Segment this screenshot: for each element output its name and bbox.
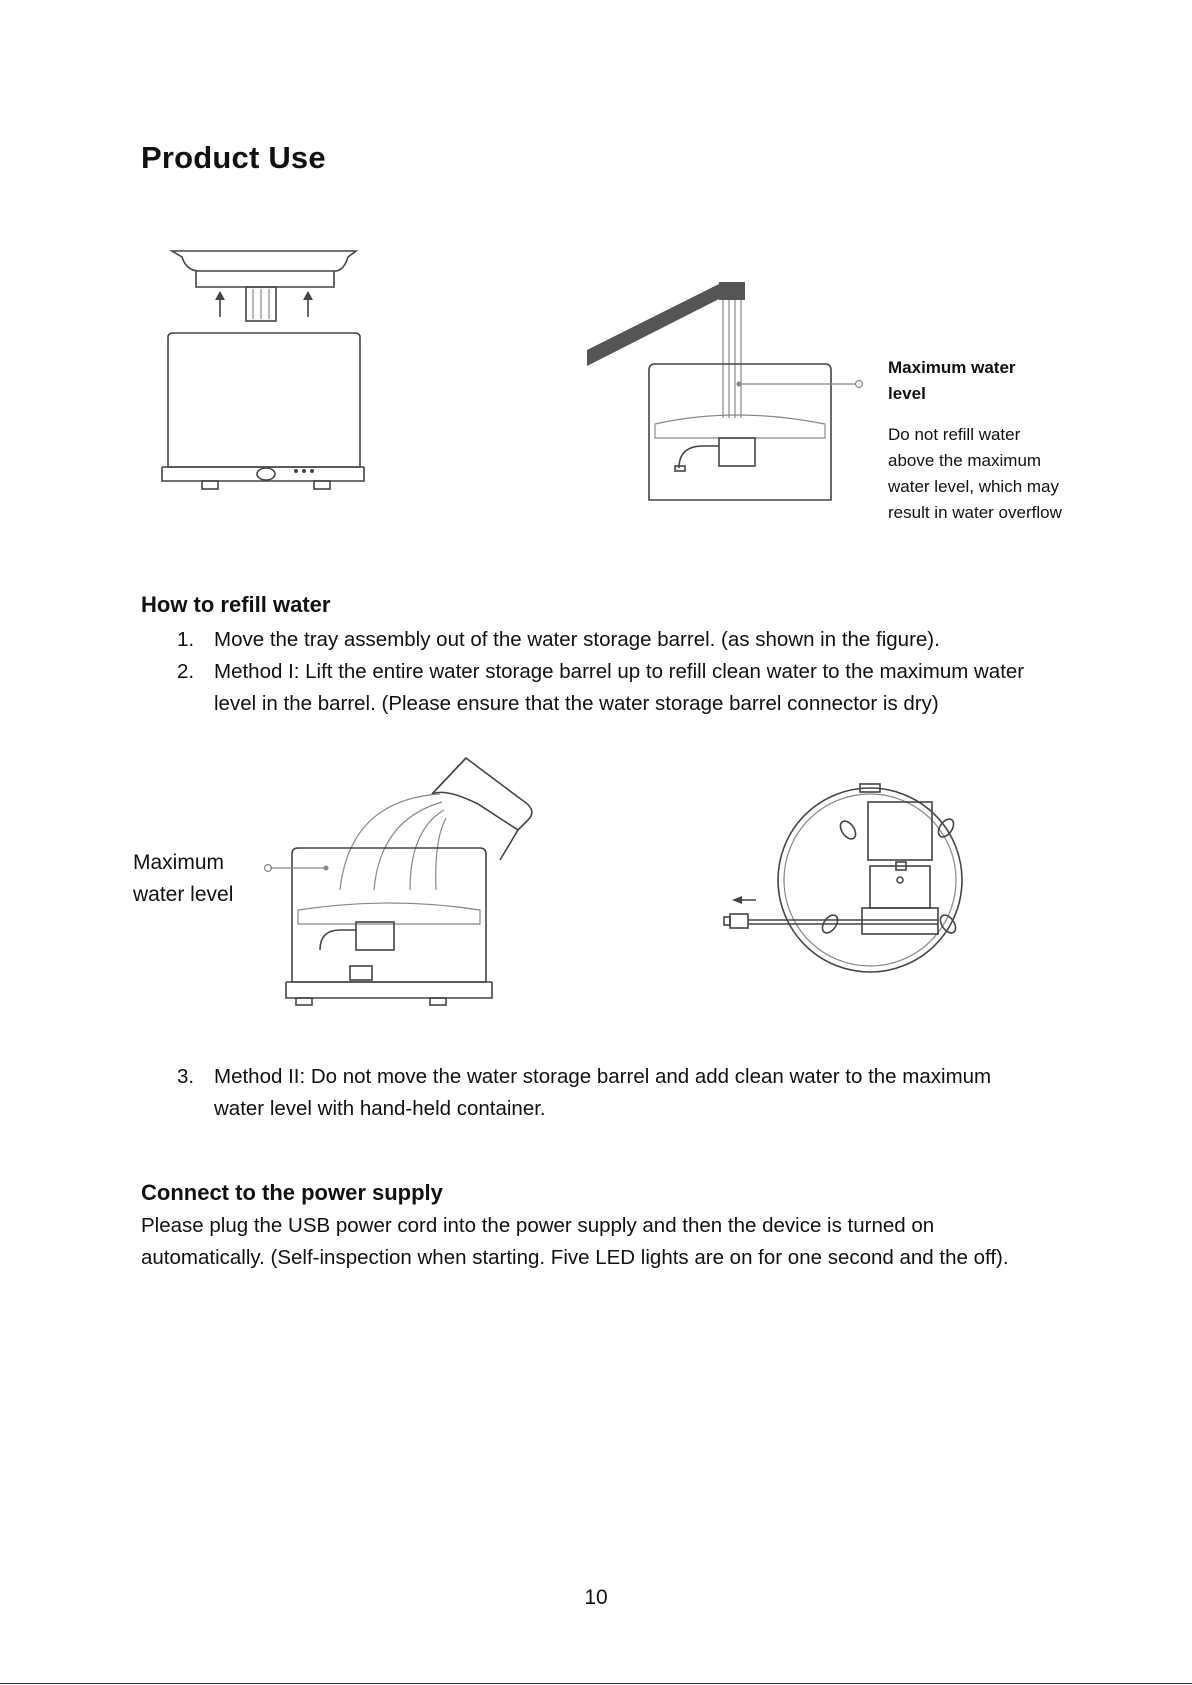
list-item-number: 1. (177, 628, 195, 651)
bottom-view-usb-illustration (720, 780, 1000, 980)
pouring-refill-illustration (260, 750, 600, 1010)
list-item-number: 2. (177, 660, 195, 683)
power-heading: Connect to the power supply (141, 1180, 443, 1205)
page-title: Product Use (141, 140, 326, 175)
page-bottom-rule (0, 1683, 1192, 1684)
faucet-refill-illustration (585, 278, 885, 503)
max-water-level-label: Maximum water level (133, 851, 234, 906)
power-paragraph: Please plug the USB power cord into the power supply and then the device is turned on automatically. (Self-inspection when starting. Five LED lights are on for one second and the off). (141, 1214, 1009, 1269)
refill-heading: How to refill water (141, 592, 331, 617)
tray-removal-illustration (158, 245, 368, 500)
list-item-text: Method I: Lift the entire water storage barrel up to refill clean water to the maximum water level in the barrel. (Please ensure that the water storage barrel connector is dry) (214, 660, 1025, 715)
list-item-number: 3. (177, 1065, 195, 1088)
max-water-level-note-title: Maximum water level (888, 358, 1016, 403)
list-item-text: Method II: Do not move the water storage barrel and add clean water to the maximum water level with hand-held container. (214, 1065, 992, 1120)
list-item-text: Move the tray assembly out of the water storage barrel. (as shown in the figure). (214, 628, 940, 651)
max-water-level-note-body: Do not refill water above the maximum water level, which may result in water overflow (888, 425, 1062, 522)
page-number: 10 (584, 1586, 608, 1609)
